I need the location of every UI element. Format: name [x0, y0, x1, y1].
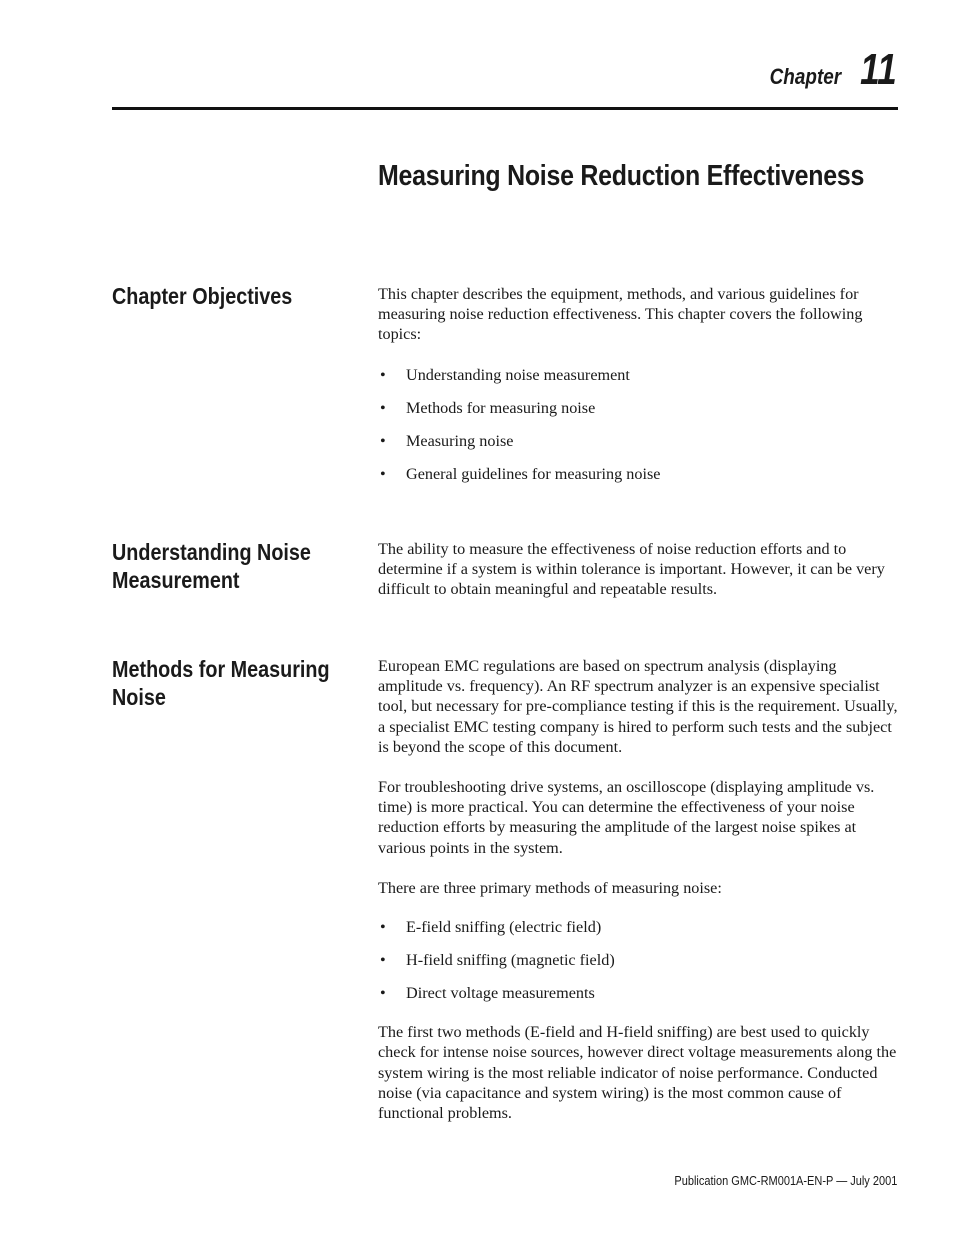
list-item: • Understanding noise measurement: [378, 365, 898, 385]
objectives-intro: This chapter describes the equipment, methods, and various guidelines for measuring noise reduction effectiveness. This chapter covers the following topics:: [378, 285, 863, 344]
heading-line: Methods for Measuring: [112, 656, 330, 682]
list-item: • Methods for measuring noise: [378, 398, 898, 418]
list-item: • E-field sniffing (electric field): [378, 917, 898, 937]
methods-paragraph-2: For troubleshooting drive systems, an oscilloscope (displaying amplitude vs. time) is more practical. You can determine the effectiveness of your noise reduction efforts by measuring the amplitude of the largest noise spikes at various points in the system.: [378, 778, 875, 857]
publication-footer: Publication GMC-RM001A-EN-P — July 2001: [674, 1174, 897, 1188]
section-body-objectives: [378, 284, 898, 484]
section-heading-methods: [112, 655, 353, 711]
list-item: • General guidelines for measuring noise: [378, 464, 898, 484]
list-item: • Measuring noise: [378, 431, 898, 451]
chapter-header: [758, 45, 897, 94]
section-body-methods: [378, 656, 898, 1123]
chapter-label: Chapter: [769, 64, 842, 89]
section-heading-objectives: Chapter Objectives: [112, 283, 293, 309]
methods-paragraph-1: European EMC regulations are based on spectrum analysis (displaying amplitude vs. frequency). An RF spectrum analyzer is an expensive specialist tool, but necessary for pre-compliance testing if this is the requirement. Usually, a specialist EMC testing company is hired to perform such tests and the subject is beyond the scope of this document.: [378, 657, 898, 756]
chapter-title: Measuring Noise Reduction Effectiveness: [378, 160, 865, 192]
list-item: • H-field sniffing (magnetic field): [378, 950, 898, 970]
section-heading-understanding: [112, 538, 353, 594]
heading-line: Understanding Noise: [112, 539, 311, 565]
methods-paragraph-3: There are three primary methods of measuring noise:: [378, 878, 722, 897]
methods-list: [378, 917, 898, 1003]
objectives-list: [378, 365, 898, 484]
heading-line: Noise: [112, 684, 166, 710]
header-rule: [112, 107, 898, 110]
chapter-number: 11: [860, 45, 897, 94]
list-item: • Direct voltage measurements: [378, 983, 898, 1003]
understanding-paragraph: The ability to measure the effectiveness of noise reduction efforts and to determine if a system is within tolerance is important. However, it can be very difficult to obtain meaningful and repeatable results.: [378, 540, 885, 599]
methods-paragraph-4: The first two methods (E-field and H-field sniffing) are best used to quickly check for intense noise sources, however direct voltage measurements along the system wiring is the most reliable indicator of noise performance. Conducted noise (via capacitance and system wiring) is the most common cause of functional problems.: [378, 1023, 897, 1123]
heading-line: Measurement: [112, 567, 240, 593]
section-body-understanding: [378, 539, 898, 600]
